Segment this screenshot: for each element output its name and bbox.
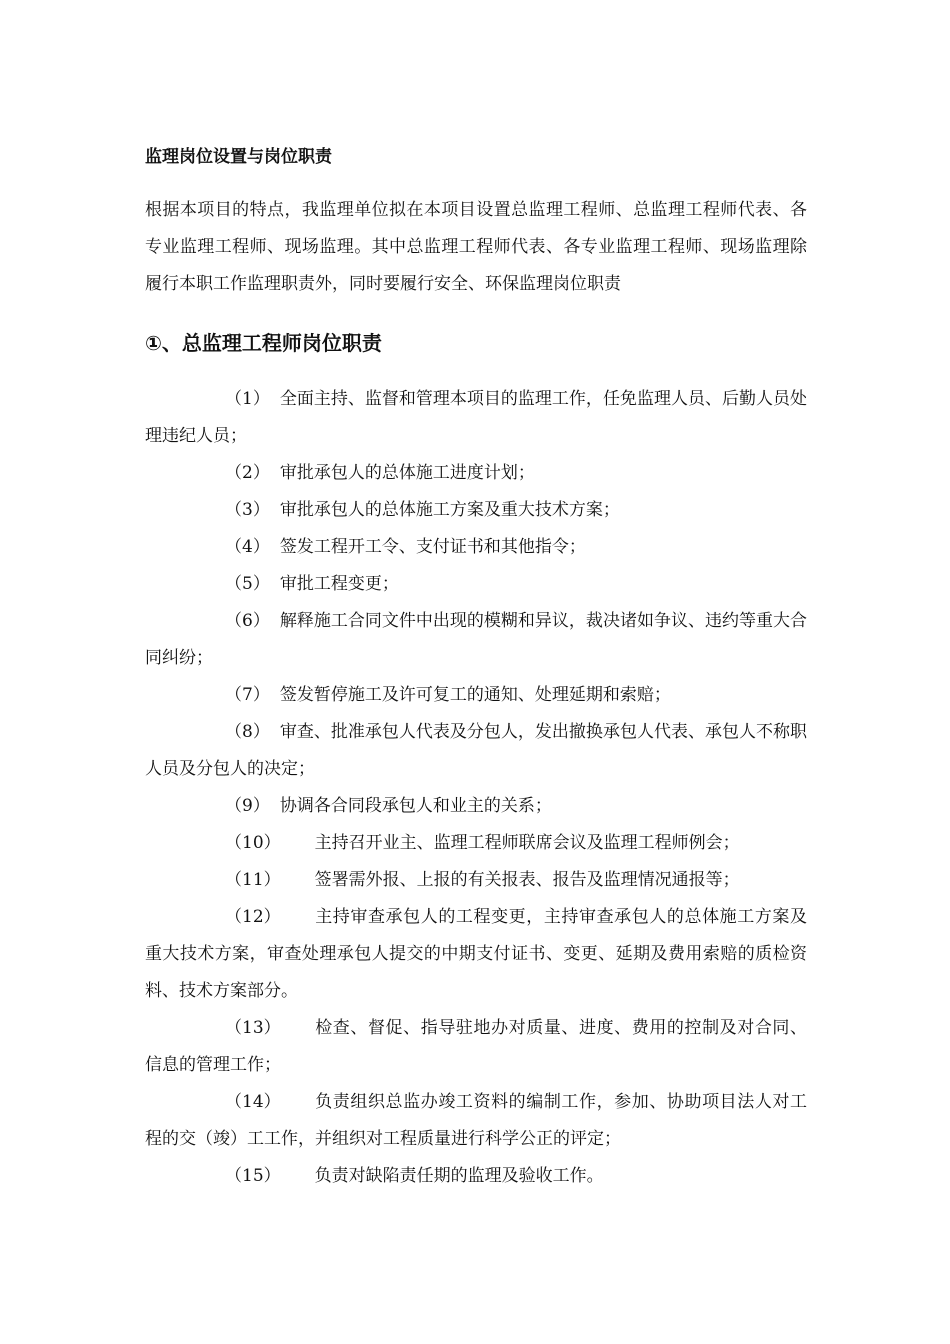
duty-text: 审批承包人的总体施工进度计划； [279,463,535,483]
duty-number: （7） [225,685,270,705]
duty-number: （11） [225,870,281,890]
duty-number: （9） [225,796,270,816]
duty-number: （4） [225,537,270,557]
duty-item [145,455,807,492]
duty-number: （3） [225,500,270,520]
duty-text: 负责对缺陷责任期的监理及验收工作。 [314,1166,604,1186]
duty-text: 解释施工合同文件中出现的模糊和异议，裁决诸如争议、违约等重大合同纠纷； [145,611,807,668]
duty-item [145,1158,807,1195]
document-page [145,142,807,1195]
duty-text: 协调各合同段承包人和业主的关系； [279,796,552,816]
duty-item [145,825,807,862]
duty-number: （14） [225,1092,281,1112]
duty-number: （10） [225,833,281,853]
duty-number: （15） [225,1166,281,1186]
duty-text: 签署需外报、上报的有关报表、报告及监理情况通报等； [314,870,740,890]
duty-number: （1） [225,389,270,409]
duty-number: （5） [225,574,270,594]
document-title: 监理岗位设置与岗位职责 [145,147,332,167]
section-heading: ①、总监理工程师岗位职责 [145,331,382,355]
duty-text: 审批承包人的总体施工方案及重大技术方案； [279,500,620,520]
duty-number: （2） [225,463,270,483]
duty-item [145,1084,807,1158]
duty-text: 签发暂停施工及许可复工的通知、处理延期和索赔； [279,685,671,705]
duty-item [145,862,807,899]
duty-number: （13） [225,1018,281,1038]
duty-text: 负责组织总监办竣工资料的编制工作，参加、协助项目法人对工程的交（竣）工工作，并组织对工程质量进行科学公正的评定； [145,1092,807,1149]
duty-text: 签发工程开工令、支付证书和其他指令； [279,537,586,557]
duty-text: 主持召开业主、监理工程师联席会议及监理工程师例会； [314,833,740,853]
duty-item [145,1010,807,1084]
duty-item [145,603,807,677]
duty-text: 主持审查承包人的工程变更，主持审查承包人的总体施工方案及重大技术方案，审查处理承包人提交的中期支付证书、变更、延期及费用索赔的质检资料、技术方案部分。 [145,907,807,1001]
duty-item [145,529,807,566]
duty-number: （8） [225,722,270,742]
intro-paragraph: 根据本项目的特点，我监理单位拟在本项目设置总监理工程师、总监理工程师代表、各专业监理工程师、现场监理。其中总监理工程师代表、各专业监理工程师、现场监理除履行本职工作监理职责外，同时要履行安全、环保监理岗位职责 [145,200,807,294]
duty-text: 审批工程变更； [279,574,399,594]
duty-item [145,899,807,1010]
duty-item [145,677,807,714]
duty-text: 检查、督促、指导驻地办对质量、进度、费用的控制及对合同、信息的管理工作； [145,1018,807,1075]
duty-item [145,788,807,825]
duty-item [145,714,807,788]
duty-text: 审查、批准承包人代表及分包人，发出撤换承包人代表、承包人不称职人员及分包人的决定； [145,722,807,779]
duty-list [145,381,807,1195]
duty-item [145,381,807,455]
duty-item [145,492,807,529]
duty-item [145,566,807,603]
duty-number: （12） [225,907,281,927]
duty-number: （6） [225,611,270,631]
duty-text: 全面主持、监督和管理本项目的监理工作，任免监理人员、后勤人员处理违纪人员； [145,389,807,446]
